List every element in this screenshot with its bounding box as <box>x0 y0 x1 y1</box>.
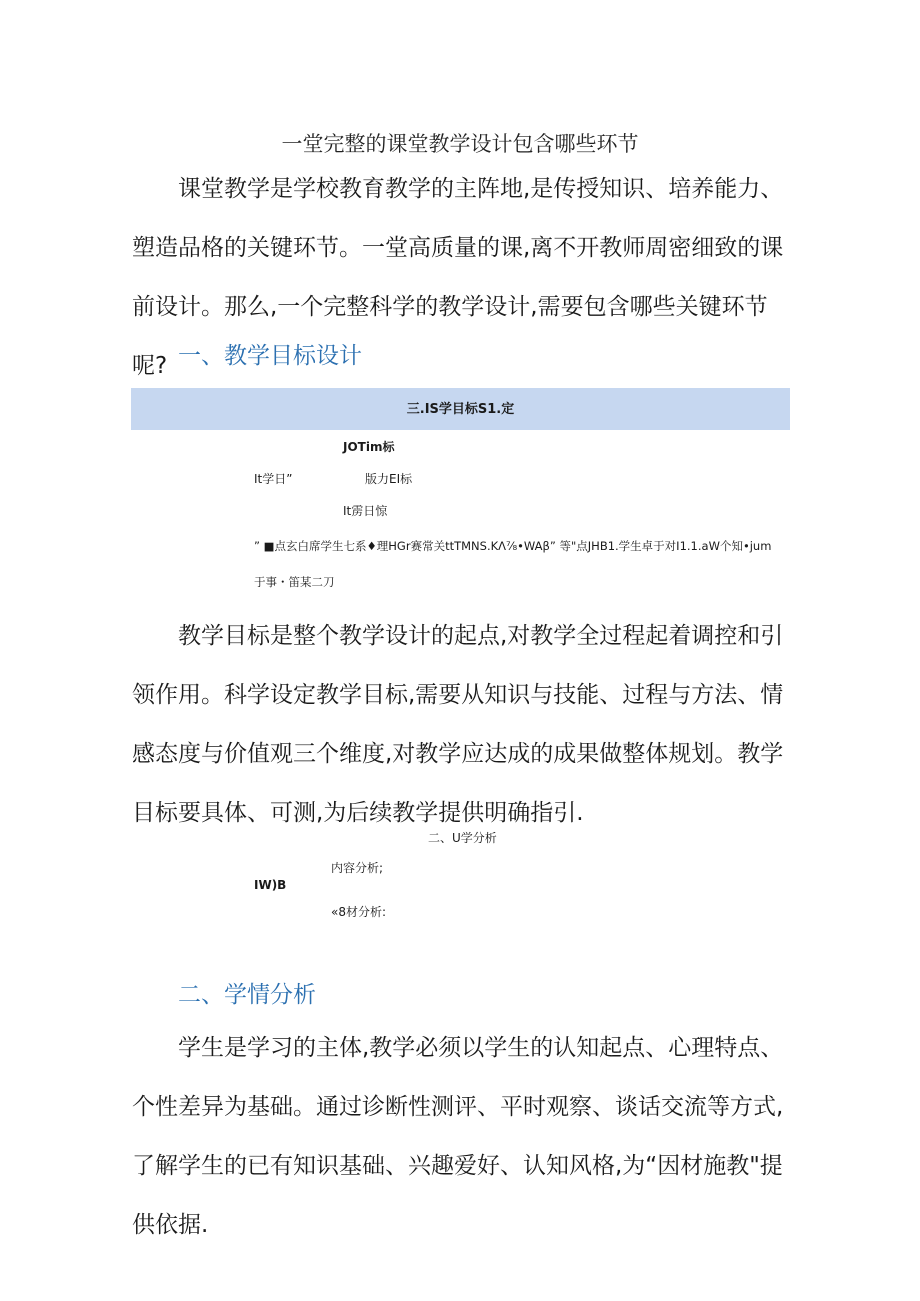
diagram2-node-top: 内容分析; <box>331 861 384 875</box>
section-heading-learner-analysis: 二、学情分析 <box>178 982 316 1008</box>
diagram2-node-left: IW)B <box>254 878 287 892</box>
diagram-detail-line: ” ■点玄白席学生七系♦理HGr赛常关ttTMNS.KΛ⅞•WAβ” 等"点JHB1.学生卓于对I1.1.aW个知•jum <box>254 539 772 553</box>
objectives-text: 教学目标是整个教学设计的起点,对教学全过程起着调控和引领作用。科学设定教学目标,需要从知识与技能、过程与方法、情感态度与价值观三个维度,对教学应达成的成果做整体规划。教学目标要具体、可测,为后续教学提供明确指引. <box>132 623 784 826</box>
diagram-node-bottom: It雳日惊 <box>343 504 388 518</box>
diagram-banner-title: 三.IS学目标S1.定 <box>406 402 515 417</box>
diagram2-title: 二、U学分析 <box>428 831 497 845</box>
diagram-detail-line-2: 于事・笛某二刀 <box>254 575 335 589</box>
section-heading-objectives: 一、教学目标设计 <box>178 343 362 369</box>
learner-analysis-text: 学生是学习的主体,教学必须以学生的认知起点、心理特点、个性差异为基础。通过诊断性测评、平时观察、谈话交流等方式,了解学生的已有知识基础、兴趣爱好、认知风格,为“因材施教"提供依据. <box>132 1035 784 1238</box>
intro-text: 课堂教学是学校教育教学的主阵地,是传授知识、培养能力、塑造品格的关键环节。一堂高质量的课,离不开教师周密细致的课前设计。那么,一个完整科学的教学设计,需要包含哪些关键环节呢? <box>132 176 784 379</box>
diagram-node-top: JOTim标 <box>343 440 395 454</box>
objectives-paragraph <box>132 607 792 843</box>
diagram-node-middle: 版力EI标 <box>365 472 413 486</box>
learner-analysis-paragraph <box>132 1019 792 1255</box>
document-title: 一堂完整的课堂教学设计包含哪些环节 <box>281 132 639 156</box>
diagram2-node-bottom: «8材分析: <box>331 905 387 919</box>
diagram-node-left: It学日” <box>254 472 293 486</box>
